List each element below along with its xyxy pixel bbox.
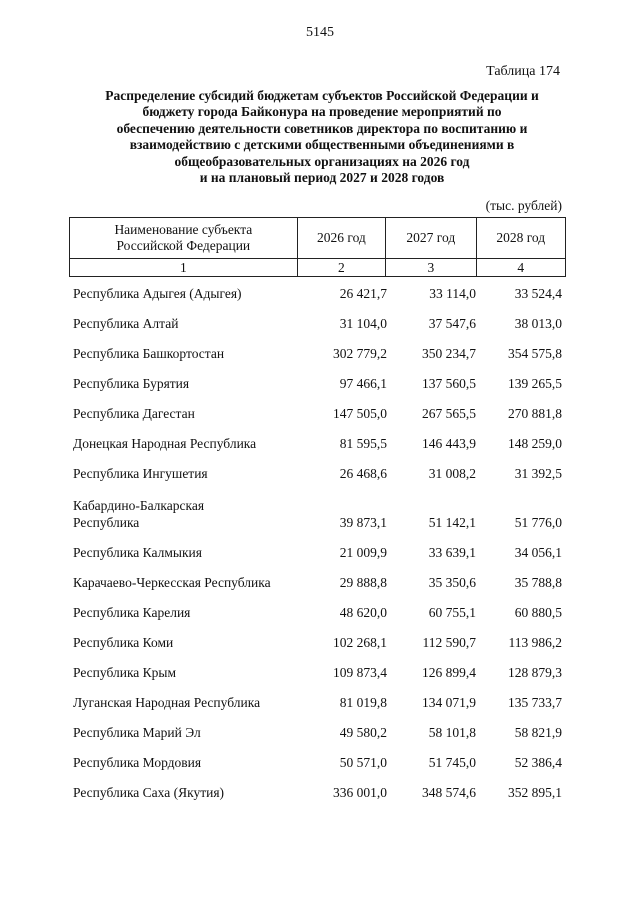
row-value-2027: 33 114,0 (429, 286, 476, 301)
row-value-2028: 113 986,2 (508, 635, 562, 650)
row-value-2028: 51 776,0 (514, 515, 562, 530)
row-value-2026: 102 268,1 (333, 635, 387, 650)
row-value-2028: 270 881,8 (508, 406, 562, 421)
row-subject-name: Республика Алтай (73, 316, 179, 331)
row-value-2027: 51 745,0 (428, 755, 476, 770)
row-value-2027: 348 574,6 (422, 785, 476, 800)
row-value-2026: 29 888,8 (339, 575, 387, 590)
title-line: Распределение субсидий бюджетам субъектов Российской Федерации и (105, 88, 539, 103)
row-value-2027: 350 234,7 (422, 346, 476, 361)
row-value-2027: 60 755,1 (428, 605, 476, 620)
row-value-2027: 33 639,1 (428, 545, 476, 560)
row-value-2026: 81 595,5 (339, 436, 387, 451)
row-subject-name: Донецкая Народная Республика (73, 436, 257, 451)
row-value-2028: 139 265,5 (508, 376, 562, 391)
column-number-2: 2 (297, 259, 385, 277)
row-value-2028: 52 386,4 (514, 755, 562, 770)
row-value-2026: 336 001,0 (333, 785, 387, 800)
row-value-2027: 31 008,2 (428, 466, 476, 481)
header-subject-name (70, 218, 298, 259)
row-subject-name: Республика Адыгея (Адыгея) (73, 286, 242, 301)
row-value-2027: 134 071,9 (422, 695, 476, 710)
title-line: и на плановый период 2027 и 2028 годов (199, 170, 445, 186)
header-year-2027: 2027 год (386, 218, 476, 259)
row-subject-name: Республика Мордовия (73, 755, 202, 770)
title-line: общеобразовательных организациях на 2026 год (174, 153, 470, 169)
row-value-2027: 137 560,5 (422, 376, 476, 391)
row-subject-name: Республика Марий Эл (73, 725, 201, 740)
row-subject-name: Республика Карелия (73, 605, 191, 620)
header-year-2028: 2028 год (476, 218, 565, 259)
header-subject-line1: Наименование субъекта (114, 222, 253, 237)
row-value-2028: 34 056,1 (514, 545, 562, 560)
row-value-2026: 97 466,1 (339, 376, 387, 391)
row-value-2027: 126 899,4 (422, 665, 476, 680)
row-value-2026: 39 873,1 (339, 515, 387, 530)
column-number-3: 3 (386, 259, 476, 277)
row-value-2028: 354 575,8 (508, 346, 562, 361)
header-number-row (70, 259, 566, 277)
row-value-2028: 60 880,5 (514, 605, 562, 620)
row-value-2027: 112 590,7 (422, 635, 476, 650)
row-subject-name: Республика Дагестан (73, 406, 195, 421)
header-subject-line2: Российской Федерации (116, 238, 251, 253)
row-value-2028: 352 895,1 (508, 785, 562, 800)
row-value-2028: 33 524,4 (514, 286, 562, 301)
row-value-2026: 49 580,2 (339, 725, 387, 740)
row-value-2026: 81 019,8 (339, 695, 387, 710)
title-line: бюджету города Байконура на проведение мероприятий по (142, 104, 502, 120)
row-value-2026: 147 505,0 (333, 406, 387, 421)
row-value-2027: 51 142,1 (428, 515, 476, 530)
row-value-2028: 148 259,0 (508, 436, 562, 451)
row-subject-name: Республика Крым (73, 665, 177, 680)
table-label: Таблица 174 (486, 64, 560, 79)
title-line: взаимодействию с детскими общественными объединениями в (129, 137, 515, 153)
table-header (69, 217, 566, 277)
row-value-2028: 38 013,0 (514, 316, 562, 331)
page-number: 5145 (306, 25, 334, 40)
row-value-2026: 31 104,0 (339, 316, 387, 331)
row-subject-name: Республика Башкортостан (73, 346, 225, 361)
row-subject-name: Луганская Народная Республика (73, 695, 261, 710)
row-value-2026: 26 468,6 (339, 466, 387, 481)
row-subject-name: Республика Бурятия (73, 376, 190, 391)
row-value-2026: 109 873,4 (333, 665, 387, 680)
row-value-2028: 31 392,5 (514, 466, 562, 481)
row-value-2026: 26 421,7 (339, 286, 387, 301)
row-value-2027: 37 547,6 (428, 316, 476, 331)
row-value-2026: 302 779,2 (333, 346, 387, 361)
document-title (62, 88, 582, 186)
row-subject-name: Карачаево-Черкесская Республика (73, 575, 271, 590)
row-value-2026: 21 009,9 (339, 545, 387, 560)
row-value-2028: 128 879,3 (508, 665, 562, 680)
row-value-2027: 35 350,6 (428, 575, 476, 590)
row-value-2028: 35 788,8 (514, 575, 562, 590)
row-subject-name: Республика Саха (Якутия) (73, 785, 225, 800)
row-subject-name: Республика Коми (73, 635, 174, 650)
row-value-2027: 267 565,5 (422, 406, 476, 421)
row-value-2026: 50 571,0 (339, 755, 387, 770)
header-row (70, 218, 566, 259)
row-value-2026: 48 620,0 (339, 605, 387, 620)
row-subject-name-line2: Республика (73, 515, 140, 530)
column-number-1: 1 (70, 259, 298, 277)
row-subject-name-line1: Кабардино-Балкарская (73, 498, 205, 513)
row-subject-name: Республика Калмыкия (73, 545, 202, 560)
row-subject-name: Республика Ингушетия (73, 466, 208, 481)
title-line: обеспечению деятельности советников директора по воспитанию и (116, 120, 528, 136)
units-label: (тыс. рублей) (485, 198, 562, 213)
row-value-2028: 58 821,9 (514, 725, 562, 740)
row-value-2028: 135 733,7 (508, 695, 562, 710)
column-number-4: 4 (476, 259, 565, 277)
header-year-2026: 2026 год (297, 218, 385, 259)
row-value-2027: 146 443,9 (422, 436, 476, 451)
row-value-2027: 58 101,8 (428, 725, 476, 740)
